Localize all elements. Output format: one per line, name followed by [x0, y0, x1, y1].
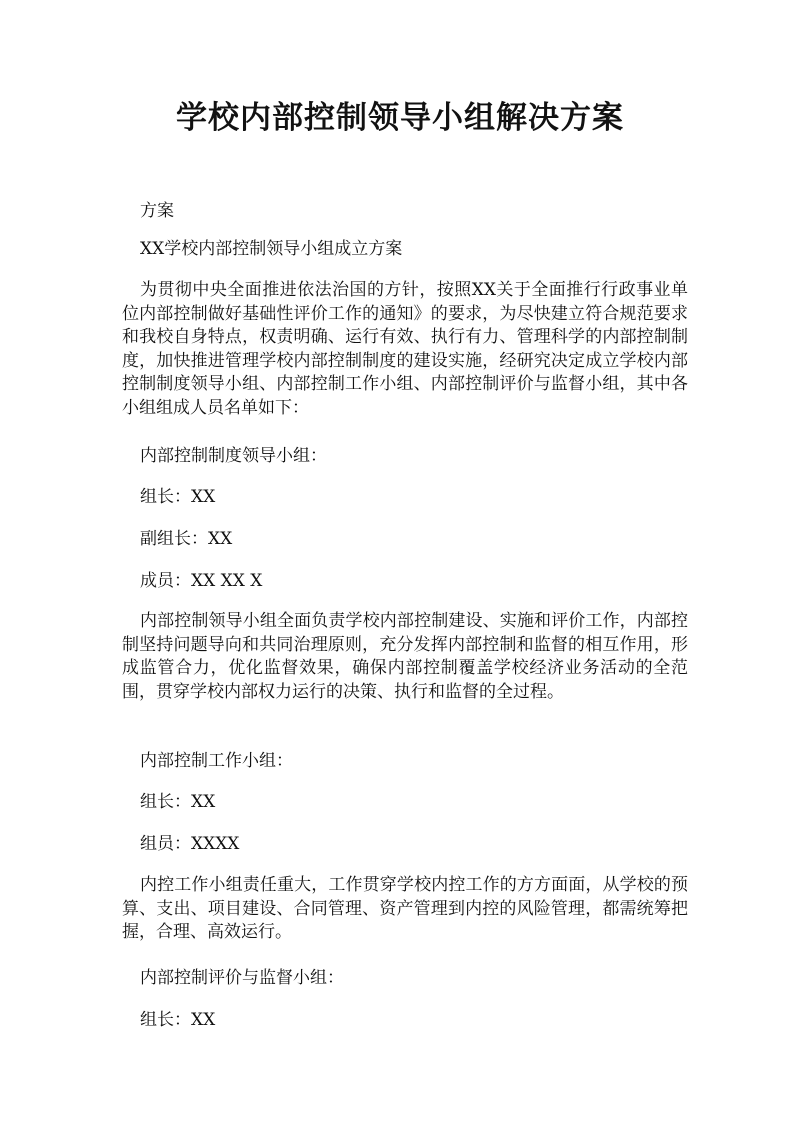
evaluation-group-leader: 组长：XX	[140, 1010, 216, 1030]
leadership-group-description: 内部控制领导小组全面负责学校内部控制建设、实施和评价工作，内部控制坚持问题导向和共同治理原则，充分发挥内部控制和监督的相互作用，形成监管合力，优化监督效果，确保内部控制覆盖学校经济业务活动的全范围，贯穿学校内部权力运行的决策、执行和监督的全过程。	[122, 611, 688, 702]
leadership-group-deputy: 副组长：XX	[140, 529, 233, 549]
leadership-group-members: 成员：XX XX X	[140, 571, 263, 591]
plan-heading: 方案	[140, 201, 174, 221]
working-group-description: 内控工作小组责任重大，工作贯穿学校内控工作的方方面面，从学校的预算、支出、项目建设、合同管理、资产管理到内控的风险管理，都需统筹把握，合理、高效运行。	[122, 875, 688, 942]
plan-subtitle: XX学校内部控制领导小组成立方案	[140, 239, 403, 259]
working-group-members: 组员：XXXX	[140, 834, 240, 854]
working-group-heading: 内部控制工作小组：	[140, 751, 293, 771]
intro-paragraph: 为贯彻中央全面推进依法治国的方针，按照XX关于全面推行行政事业单位内部控制做好基础性评价工作的通知》的要求，为尽快建立符合规范要求和我校自身特点，权责明确、运行有效、执行有力、管理科学的内部控制制度，加快推进管理学校内部控制制度的建设实施，经研究决定成立学校内部控制制度领导小组、内部控制工作小组、内部控制评价与监督小组，其中各小组组成人员名单如下：	[122, 280, 688, 418]
evaluation-group-heading: 内部控制评价与监督小组：	[140, 968, 344, 988]
leadership-group-heading: 内部控制制度领导小组：	[140, 446, 327, 466]
document-title: 学校内部控制领导小组解决方案	[176, 100, 624, 136]
working-group-leader: 组长：XX	[140, 792, 216, 812]
leadership-group-leader: 组长：XX	[140, 487, 216, 507]
